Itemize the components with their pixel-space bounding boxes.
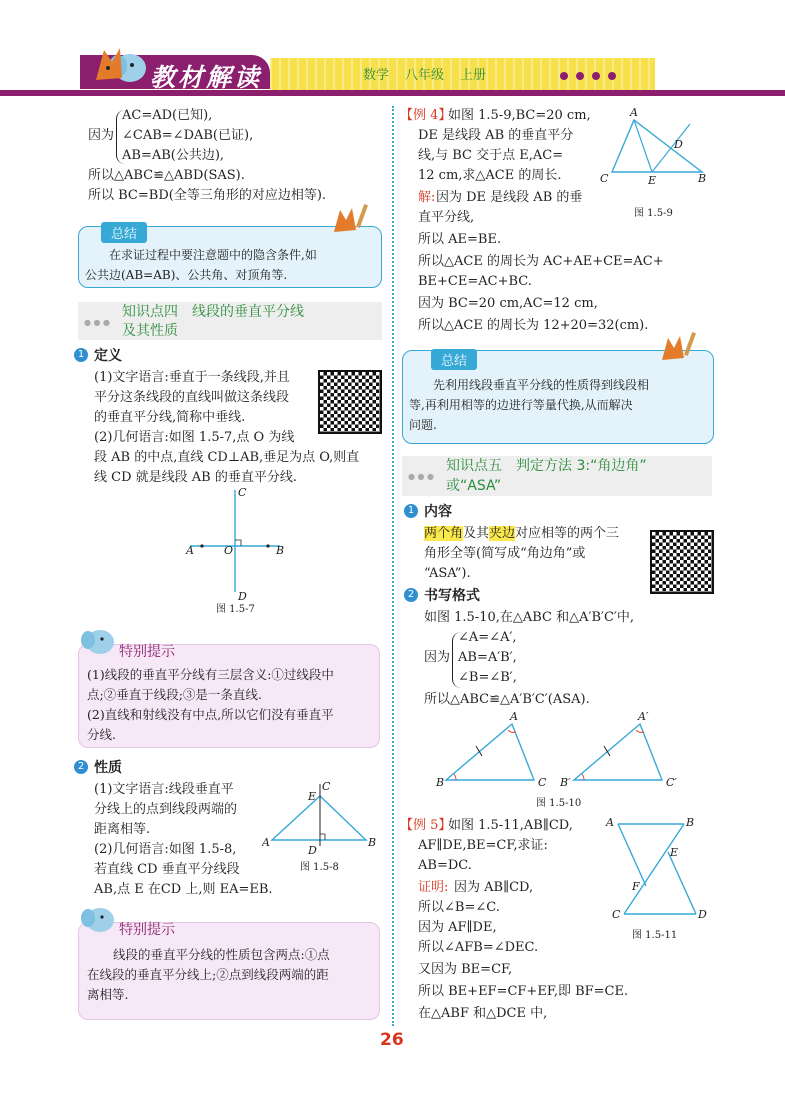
- fig1510-label-C2: C′: [666, 776, 677, 789]
- ex4-sol-1: 因为 DE 是线段 AB 的垂: [436, 190, 583, 205]
- figure-1-5-10: [430, 710, 690, 812]
- fig159-label-C: C: [600, 172, 609, 185]
- proof-line-2: 所以 BC=BD(全等三角形的对应边相等).: [88, 188, 327, 203]
- ex4-sol-5: BE+CE=AC+BC.: [418, 274, 532, 289]
- fig158-caption: 图 1.5-8: [300, 862, 339, 873]
- tip1-line-3: (2)直线和射线没有中点,所以它们没有垂直平: [87, 707, 334, 722]
- ex4-solution-label: 解:: [418, 190, 436, 205]
- proof-brace-3: AB=AB(公共边),: [122, 148, 225, 163]
- column-divider: [392, 106, 394, 1026]
- qr-code-2[interactable]: [650, 530, 714, 594]
- fig1511-label-C: C: [612, 908, 621, 921]
- proof-brace-2: ∠CAB=∠DAB(已证),: [122, 128, 254, 143]
- def-line-5: 段 AB 的中点,直线 CD⊥AB,垂足为点 O,则直: [94, 450, 360, 465]
- fig1510-caption: 图 1.5-10: [536, 798, 582, 809]
- fig159-label-A: A: [630, 106, 638, 119]
- kp4-line-1: 知识点四 线段的垂直平分线: [122, 304, 304, 320]
- fig1510-label-B2: B′: [560, 776, 571, 789]
- knowledge-point-5-heading: [402, 456, 712, 496]
- fig159-label-E: E: [648, 174, 657, 187]
- page-number: 26: [380, 1030, 404, 1050]
- format-number-badge: 2: [404, 588, 418, 602]
- def-line-1: (1)文字语言:垂直于一条线段,并且: [94, 370, 290, 385]
- content-title: 内容: [424, 504, 452, 520]
- figure-1-5-11: [604, 814, 714, 946]
- definition-title: 定义: [94, 348, 122, 364]
- fig158-label-A: A: [262, 836, 270, 849]
- summary-box-right: [402, 350, 714, 444]
- format-section: [404, 586, 714, 710]
- header: [0, 40, 785, 102]
- content-section: [404, 502, 654, 586]
- fig1510-label-B: B: [436, 776, 445, 789]
- elephant-mascot-icon: [78, 904, 118, 934]
- kp5-line-2: 或“ASA”: [446, 478, 502, 494]
- header-bottom-bar: [0, 90, 785, 96]
- fig158-label-E: E: [308, 790, 317, 803]
- summary-right-line-3: 问题.: [409, 418, 437, 432]
- figure-1-5-9: [598, 106, 714, 224]
- fig157-label-O: O: [224, 544, 234, 557]
- proof-because: 因为: [88, 128, 115, 143]
- fig158-label-B: B: [368, 836, 377, 849]
- fig1511-label-F: F: [632, 880, 640, 893]
- ex5-proof-7: 在△ABF 和△DCE 中,: [418, 1006, 548, 1021]
- fig1511-label-B: B: [686, 816, 695, 829]
- ex5-proof-6: 所以 BE+EF=CF+EF,即 BF=CE.: [418, 984, 629, 999]
- ex4-sol-6: 因为 BC=20 cm,AC=12 cm,: [418, 296, 598, 311]
- knowledge-point-4-heading: [78, 302, 382, 340]
- ex4-sol-4: 所以△ACE 的周长为 AC+AE+CE=AC+: [418, 254, 664, 269]
- fig157-caption: 图 1.5-7: [216, 604, 255, 615]
- fig1510-label-A: A: [510, 710, 518, 723]
- ex4-sol-2: 直平分线,: [418, 210, 475, 225]
- header-subject: 数学: [363, 68, 390, 83]
- content-text-b: 对应相等的两个三: [515, 526, 620, 541]
- summary-right-line-1: 先利用线段垂直平分线的性质得到线段相: [433, 378, 650, 392]
- proof-block: [88, 106, 388, 206]
- header-grade: 八年级: [405, 68, 445, 83]
- fig158-label-D: D: [308, 844, 317, 857]
- fig159-caption: 图 1.5-9: [634, 208, 673, 219]
- ex5-proof-2: 所以∠B=∠C.: [418, 900, 500, 915]
- ex4-line-2: DE 是线段 AB 的垂直平分: [418, 128, 574, 143]
- header-title: 教材解读: [150, 63, 263, 92]
- summary-right-line-2: 等,再利用相等的边进行等量代换,从而解决: [409, 398, 633, 412]
- definition-number-badge: 1: [74, 348, 88, 362]
- tip1-line-2: 点;②垂直于线段;③是一条直线.: [87, 687, 262, 702]
- def-line-4: (2)几何语言:如图 1.5-7,点 O 为线: [94, 430, 295, 445]
- ex5-proof-5: 又因为 BE=CF,: [418, 962, 513, 977]
- prop-line-4: (2)几何语言:如图 1.5-8,: [94, 842, 237, 857]
- format-brace-3: ∠B=∠B′,: [458, 670, 517, 685]
- property-title: 性质: [94, 760, 122, 776]
- content-highlight-angles: 两个角: [424, 526, 464, 541]
- def-line-6: 线 CD 就是线段 AB 的垂直平分线.: [94, 470, 297, 485]
- summary-label-right: 总结: [431, 349, 477, 370]
- fig1510-label-C: C: [538, 776, 547, 789]
- def-line-2: 平分这条线段的直线叫做这条线段: [94, 390, 290, 405]
- fig158-label-C: C: [322, 780, 331, 793]
- ex4-line-4: 12 cm,求△ACE 的周长.: [418, 168, 562, 183]
- prop-line-3: 距离相等.: [94, 822, 151, 837]
- special-tip-1: [78, 644, 380, 748]
- kp4-line-2: 及其性质: [122, 323, 178, 339]
- def-line-3: 的垂直平分线,简称中垂线.: [94, 410, 246, 425]
- format-line-1: 如图 1.5-10,在△ABC 和△A′B′C′中,: [424, 610, 635, 625]
- summary-label-left: 总结: [101, 222, 147, 243]
- prop-line-1: (1)文字语言:线段垂直平: [94, 782, 234, 797]
- format-brace-2: AB=A′B′,: [458, 650, 517, 665]
- tip2-line-3: 离相等.: [87, 987, 129, 1002]
- fig1511-label-A: A: [606, 816, 614, 829]
- format-because: 因为: [424, 650, 451, 665]
- ex5-line-1: 如图 1.5-11,AB∥CD,: [448, 818, 573, 833]
- summary-text-left-2: 公共边(AB=AB)、公共角、对顶角等.: [85, 268, 288, 282]
- fig1511-caption: 图 1.5-11: [632, 930, 678, 941]
- kp5-dots: ● ● ●: [408, 472, 435, 481]
- ex4-line-3: 线,与 BC 交于点 E,AC=: [418, 148, 564, 163]
- prop-line-2: 分线上的点到线段两端的: [94, 802, 238, 817]
- figure-1-5-8: [262, 778, 380, 876]
- ex5-proof-3: 因为 AF∥DE,: [418, 920, 497, 935]
- ex4-tag: 【例 4】: [400, 108, 452, 123]
- special-tip-2: [78, 922, 380, 1020]
- fig157-label-A: A: [186, 544, 194, 557]
- prop-line-5: 若直线 CD 垂直平分线段: [94, 862, 240, 877]
- elephant-mascot-icon: [78, 626, 118, 656]
- ex5-line-2: AF∥DE,BE=CF,求证:: [418, 838, 548, 853]
- fig157-label-C: C: [238, 486, 247, 499]
- ex5-proof-4: 所以∠AFB=∠DEC.: [418, 940, 539, 955]
- content-highlight-side: 夹边: [489, 526, 516, 541]
- tip1-label: 特别提示: [119, 644, 175, 660]
- format-title: 书写格式: [424, 588, 480, 604]
- fig159-label-D: D: [674, 138, 683, 151]
- ex4-sol-3: 所以 AE=BE.: [418, 232, 502, 247]
- tip2-line-1: 线段的垂直平分线的性质包含两点:①点: [113, 947, 330, 962]
- fox-mascot-icon: [328, 202, 372, 236]
- proof-line-1: 所以△ABC≌△ABD(SAS).: [88, 168, 245, 183]
- ex5-proof-1: 因为 AB∥CD,: [454, 880, 534, 895]
- fig159-label-B: B: [698, 172, 707, 185]
- fig157-label-D: D: [238, 590, 247, 603]
- content-number-badge: 1: [404, 504, 418, 518]
- header-volume: 上册: [460, 68, 487, 83]
- ex5-proof-label: 证明:: [418, 880, 449, 895]
- kp5-line-1: 知识点五 判定方法 3:“角边角”: [446, 458, 647, 474]
- summary-text-left-1: 在求证过程中要注意题中的隐含条件,如: [109, 248, 317, 262]
- tip2-label: 特别提示: [119, 922, 175, 938]
- fox-mascot-icon: [656, 330, 700, 364]
- header-dots: [560, 69, 616, 84]
- content-line-1: [424, 524, 619, 544]
- fig157-label-B: B: [276, 544, 285, 557]
- figure-1-5-7: [180, 484, 290, 616]
- fig1511-label-E: E: [670, 846, 679, 859]
- fig1510-label-A2: A′: [638, 710, 649, 723]
- proof-brace-1: AC=AD(已知),: [122, 108, 213, 123]
- tip2-line-2: 在线段的垂直平分线上;②点到线段两端的距: [87, 967, 329, 982]
- content-line-3: “ASA”).: [424, 566, 471, 581]
- qr-code-1[interactable]: [318, 370, 382, 434]
- kp4-dots: ● ● ●: [84, 318, 111, 327]
- ex5-tag: 【例 5】: [400, 818, 452, 833]
- ex5-line-3: AB=DC.: [418, 858, 472, 873]
- format-brace-1: ∠A=∠A′,: [458, 630, 517, 645]
- ex4-sol-7: 所以△ACE 的周长为 12+20=32(cm).: [418, 318, 649, 333]
- mascot-elephant-fox-icon: [82, 40, 152, 90]
- prop-line-6: AB,点 E 在CD 上,则 EA=EB.: [94, 882, 273, 897]
- content-line-2: 角形全等(简写成“角边角”或: [424, 546, 586, 561]
- tip1-line-1: (1)线段的垂直平分线有三层含义:①过线段中: [87, 667, 334, 682]
- tip1-line-4: 分线.: [87, 727, 116, 742]
- fig1511-label-D: D: [698, 908, 707, 921]
- property-number-badge: 2: [74, 760, 88, 774]
- format-line-2: 所以△ABC≌△A′B′C′(ASA).: [424, 692, 590, 707]
- content-text-a: 及其: [463, 526, 490, 541]
- ex4-line-1: 如图 1.5-9,BC=20 cm,: [448, 108, 591, 123]
